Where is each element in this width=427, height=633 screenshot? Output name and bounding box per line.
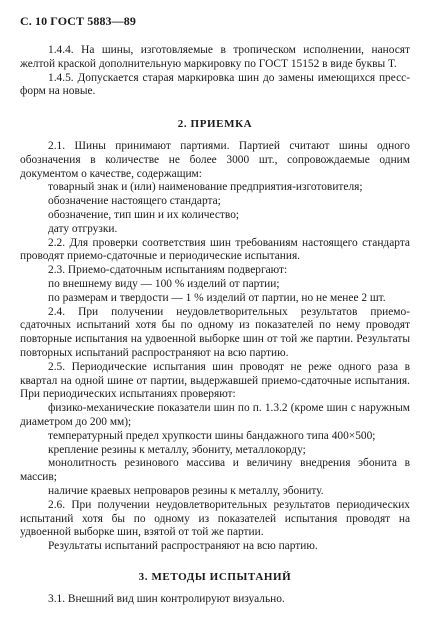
section-2-paragraph: обозначение, тип шин и их количество; (48, 208, 240, 221)
document-body (20, 44, 410, 606)
section-2-paragraph: физико-механические показатели шин по п. 1.3.2 (кроме шин с наружным диаметром до 200 мм); (20, 402, 410, 428)
section-2-paragraph: 2.4. При получении неудовлетворительных результатов приемо-сдаточных испытаний хотя бы по одному из показателей по нему проводят повторные испытания на удвоенной выборке шин от той же партии. Результаты повторных испытаний распространяют на всю партию. (20, 305, 410, 359)
section-2-paragraph: 2.6. При получении неудовлетворительных результатов периодических испытаний хотя бы по одному из показателей испытания проводят на удвоенной выборке шин, взятой от той же партии. (20, 498, 410, 539)
section-3-title: 3. МЕТОДЫ ИСПЫТАНИЙ (138, 570, 292, 583)
paragraph-1-4-5: 1.4.5. Допускается старая маркировка шин до замены имеющихся пресс-форм на новые. (20, 71, 410, 98)
section-2-title: 2. ПРИЕМКА (177, 118, 253, 131)
section-2-paragraph: 2.3. Приемо-сдаточным испытаниям подвергают: (48, 264, 288, 277)
section-2-paragraph: 2.1. Шины принимают партиями. Партией считают шины одного обозначения в количестве не более 3000 шт., сопровождаемые одним документом о качестве, содержащим: (20, 139, 410, 180)
paragraph-1-4-4: 1.4.4. На шины, изготовляемые в тропическом исполнении, наносят желтой краской дополнительную маркировку по ГОСТ 15152 в виде буквы Т. (20, 44, 410, 70)
section-3-paragraph: 3.1. Внешний вид шин контролируют визуально. (48, 592, 285, 605)
section-2-paragraph: обозначение настоящего стандарта; (48, 195, 221, 208)
section-2-paragraph: крепление резины к металлу, эбониту, металлокорду; (48, 443, 306, 456)
section-2-paragraph: Результаты испытаний распространяют на всю партию. (48, 540, 318, 553)
section-2-paragraph: по внешнему виду — 100 % изделий от партии; (48, 277, 280, 290)
section-2-paragraph: товарный знак и (или) наименование предприятия-изготовителя; (48, 181, 363, 194)
section-2-paragraph: по размерам и твердости — 1 % изделий от партии, но не менее 2 шт. (48, 291, 386, 304)
section-2-paragraph: температурный предел хрупкости шины бандажного типа 400×500; (48, 429, 376, 442)
page-header: С. 10 ГОСТ 5883—89 (20, 14, 136, 28)
section-2-paragraph: 2.5. Периодические испытания шин проводят не реже одного раза в квартал на одной шине от партии, выдержавшей приемо-сдаточные испытания. При периодических испытаниях проверяют: (20, 360, 410, 401)
section-2-paragraph: дату отгрузки. (48, 222, 118, 235)
section-2-paragraph: наличие краевых непроваров резины к металлу, эбониту. (48, 484, 324, 497)
section-2-body (20, 140, 410, 554)
section-2-paragraph: монолитность резинового массива и величину внедрения эбонита в массив; (20, 457, 410, 484)
section-2-paragraph: 2.2. Для проверки соответствия шин требованиям настоящего стандарта проводят приемо-сдаточные и периодические испытания. (20, 236, 410, 263)
section-3-body (20, 593, 410, 607)
